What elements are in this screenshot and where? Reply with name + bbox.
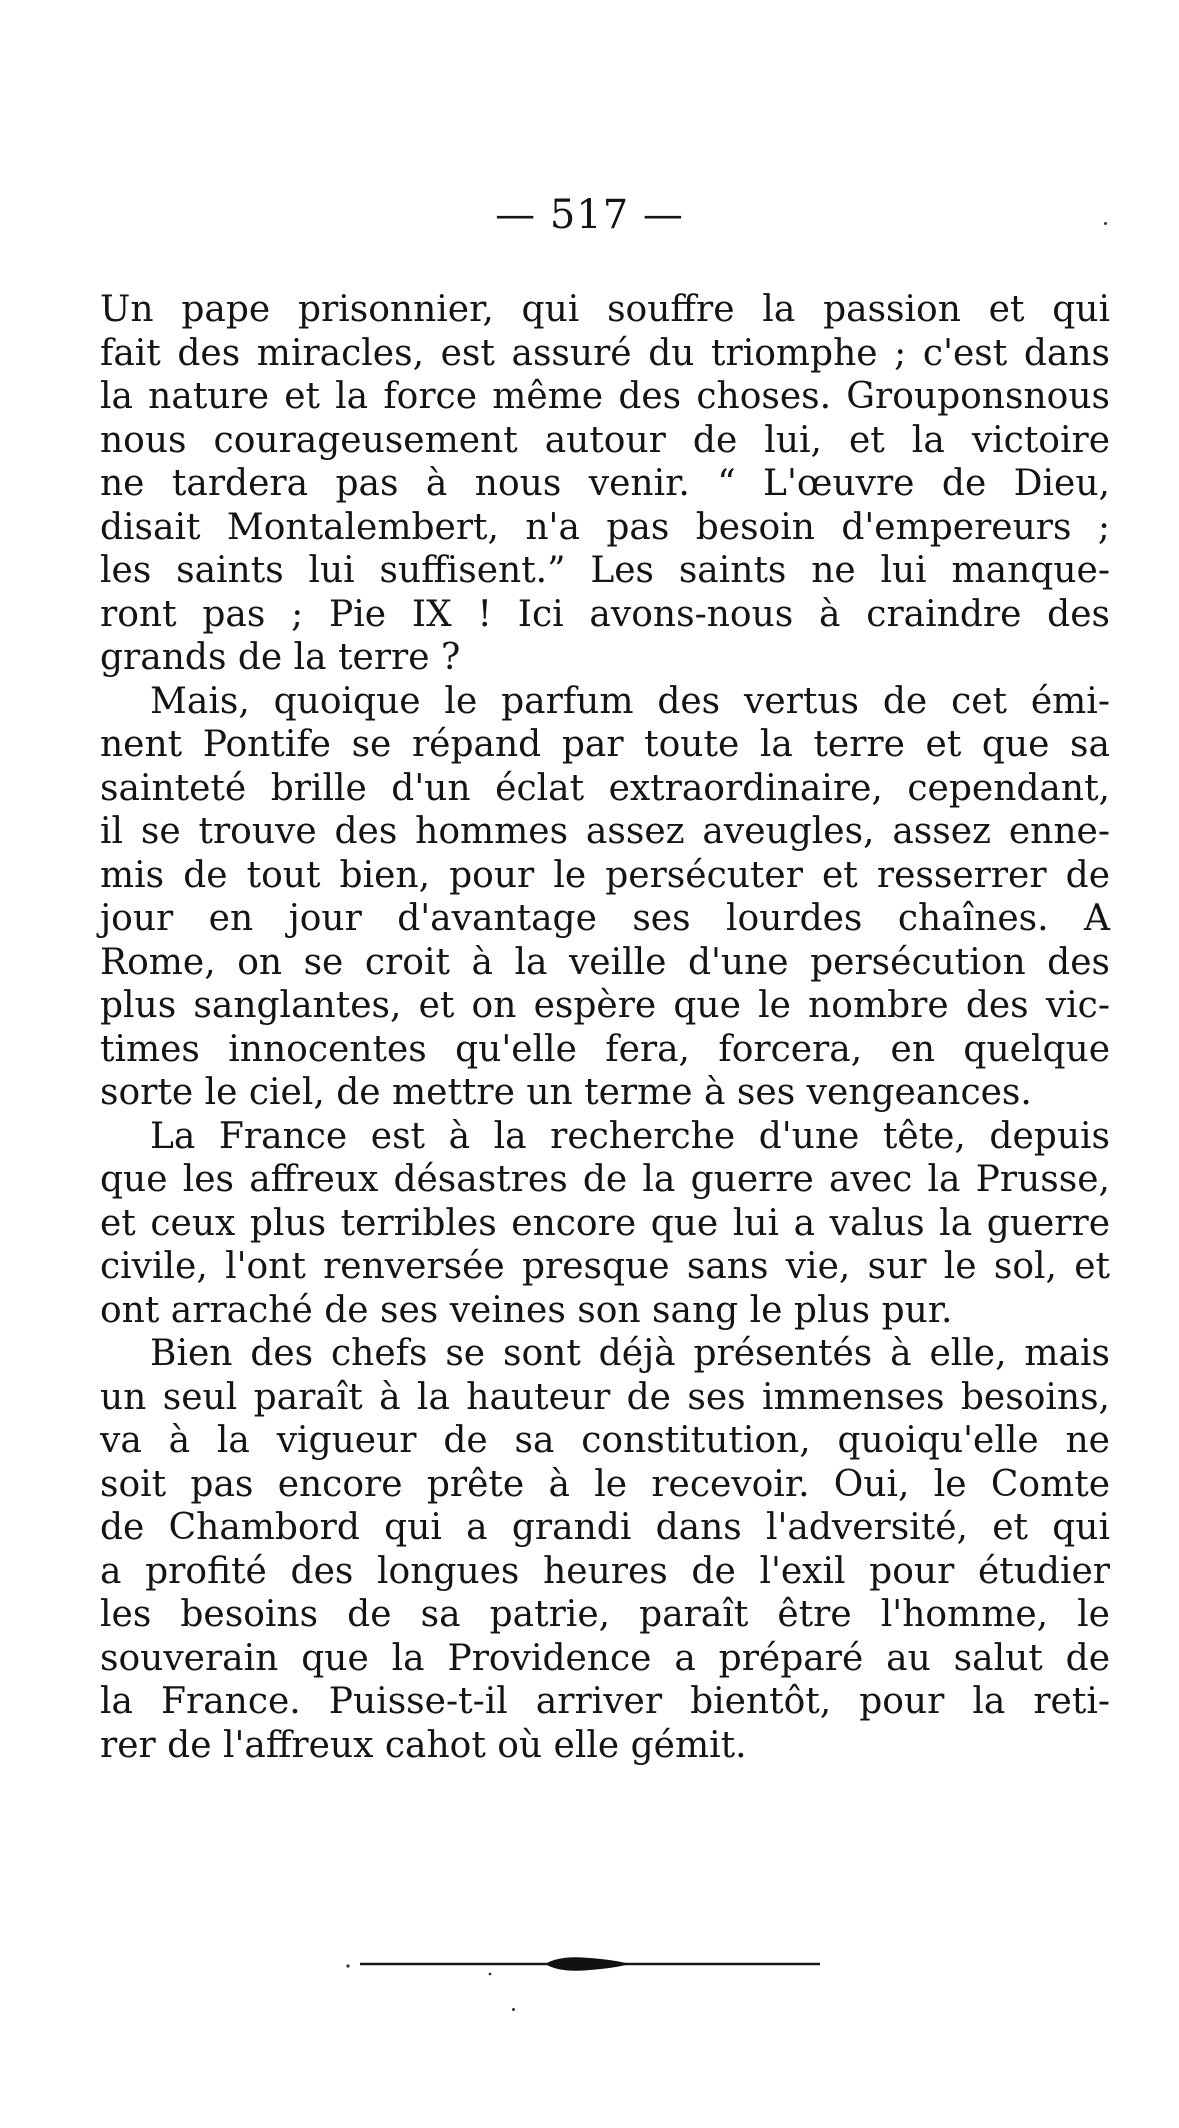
text-line: de Chambord qui a grandi dans l'adversité, et qui <box>100 1507 1110 1548</box>
text-line: Un pape prisonnier, qui souffre la passion et qui <box>100 289 1110 330</box>
text-line: sainteté brille d'un éclat extraordinaire, cependant, <box>100 767 1110 809</box>
text-line: il se trouve des hommes assez aveugles, assez enne- <box>100 811 1110 852</box>
text-line: que les affreux désastres de la guerre avec la Prusse, <box>100 1159 1110 1200</box>
text-line: La France est à la recherche d'une tête, depuis <box>150 1115 1110 1157</box>
page-number: — 517 — <box>495 192 684 238</box>
text-line: va à la vigueur de sa constitution, quoiqu'elle ne <box>100 1420 1110 1461</box>
text-line: soit pas encore prête à le recevoir. Oui, le Comte <box>100 1463 1110 1505</box>
text-line: fait des miracles, est assuré du triomphe ; c'est dans <box>100 332 1110 374</box>
body-text <box>100 288 1110 1767</box>
text-line: souverain que la Providence a préparé au salut de <box>100 1637 1110 1679</box>
text-line: civile, l'ont renversée presque sans vie, sur le sol, et <box>100 1246 1110 1287</box>
text-line: nous courageusement autour de lui, et la victoire <box>100 419 1110 461</box>
text-line: la nature et la force même des choses. Grouponsnous <box>100 376 1110 417</box>
text-line: Bien des chefs se sont déjà présentés à elle, mais <box>150 1333 1110 1374</box>
ink-speck <box>512 2008 515 2011</box>
text-line: jour en jour d'avantage ses lourdes chaînes. A <box>100 898 1110 939</box>
text-line: et ceux plus terribles encore que lui a valus la guerre <box>100 1202 1110 1244</box>
text-line: times innocentes qu'elle fera, forcera, en quelque <box>100 1028 1110 1070</box>
text-line: ont arraché de ses veines son sang le plus pur. <box>100 1289 953 1331</box>
text-line: un seul paraît à la hauteur de ses immenses besoins, <box>100 1376 1110 1418</box>
text-line: disait Montalembert, n'a pas besoin d'empereurs ; <box>100 506 1110 548</box>
text-line: Rome, on se croit à la veille d'une persécution des <box>100 941 1110 983</box>
text-line: mis de tout bien, pour le persécuter et resserrer de <box>100 854 1110 896</box>
text-line: la France. Puisse-t-il arriver bientôt, pour la reti- <box>100 1681 1110 1722</box>
ornamental-rule <box>340 1952 840 1976</box>
text-line: les saints lui suffisent.” Les saints ne lui manque- <box>100 550 1110 591</box>
text-line: les besoins de sa patrie, paraît être l'homme, le <box>100 1594 1110 1635</box>
text-line: ront pas ; Pie IX ! Ici avons-nous à craindre des <box>100 593 1110 635</box>
text-line: grands de la terre ? <box>100 637 461 678</box>
ink-speck <box>1104 222 1107 225</box>
text-line: rer de l'affreux cahot où elle gémit. <box>100 1724 747 1766</box>
text-line: Mais, quoique le parfum des vertus de cet émi- <box>150 680 1110 722</box>
text-line: ne tardera pas à nous venir. “ L'œuvre de Dieu, <box>100 463 1110 504</box>
text-line: sorte le ciel, de mettre un terme à ses vengeances. <box>100 1072 1032 1113</box>
text-line: a profité des longues heures de l'exil pour étudier <box>100 1550 1110 1592</box>
text-line: plus sanglantes, et on espère que le nombre des vic- <box>100 985 1110 1026</box>
text-line: nent Pontife se répand par toute la terre et que sa <box>100 724 1110 765</box>
